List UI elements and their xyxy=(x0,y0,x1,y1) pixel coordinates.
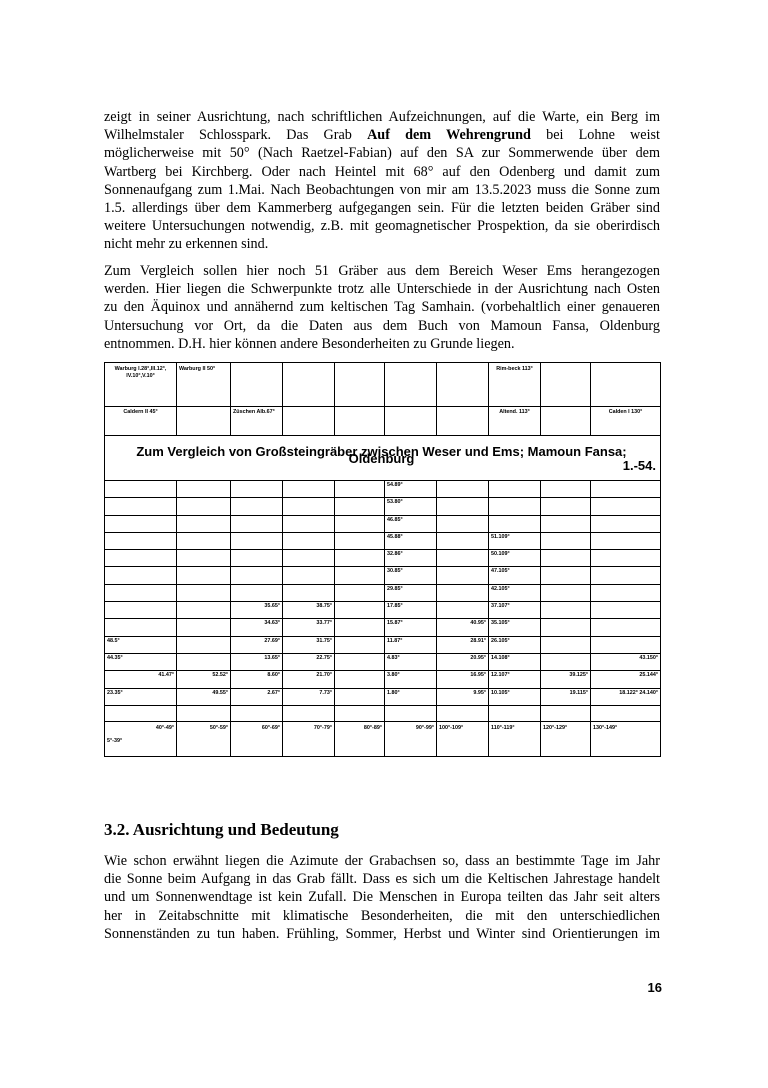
table-cell xyxy=(177,602,231,619)
text-line: entnommen. D.H. hier können andere Besonderheiten zu Grunde liegen. xyxy=(104,335,515,352)
table-cell: 14.108° xyxy=(489,653,541,670)
table-cell: 15.87° xyxy=(385,619,437,636)
table-cell: Altend. 113° xyxy=(489,407,541,436)
paragraph-bedeutung xyxy=(104,852,660,943)
table-cell xyxy=(591,481,661,498)
table-cell: 46.85° xyxy=(385,515,437,532)
range-label: 60°-69° xyxy=(261,724,280,731)
table-cell xyxy=(231,532,283,549)
table-cell xyxy=(437,602,489,619)
table-cell xyxy=(541,407,591,436)
table-cell xyxy=(591,515,661,532)
range-label-cell xyxy=(591,721,661,756)
table-title-line: Zum Vergleich von Großsteingräber zwischen Weser und Ems; Mamoun Fansa; Oldenburg xyxy=(136,443,627,466)
table-cell xyxy=(231,550,283,567)
table-cell xyxy=(335,688,385,705)
table-cell: 42.105° xyxy=(489,584,541,601)
text-line: werden. Hier liegen die Schwerpunkte trotz alle Unterschiede in der Ausrichtung nach Osten xyxy=(104,281,660,298)
table-cell: Züschen Alb.67° xyxy=(231,407,283,436)
table-cell xyxy=(335,567,385,584)
table-cell xyxy=(231,363,283,407)
text-line: zeigt in seiner Ausrichtung, nach schriftlichen Aufzeichnungen, auf die Warte, ein Berg im xyxy=(104,109,660,125)
table-cell: 7.73° xyxy=(283,688,335,705)
text-line: möglicherweise mit 50° (Nach Raetzel-Fabian) auf den SA zur Sommerwende über dem xyxy=(104,145,660,162)
text-line: Untersuchung vor Ort, da die Daten aus dem Buch von Mamoun Fansa, Oldenburg xyxy=(104,317,660,334)
table-row xyxy=(105,619,661,636)
table-cell: 11.87° xyxy=(385,636,437,653)
table-cell xyxy=(335,515,385,532)
table-cell xyxy=(591,363,661,407)
table-cell xyxy=(177,567,231,584)
table-cell xyxy=(231,584,283,601)
table-row xyxy=(105,515,661,532)
table-cell xyxy=(105,584,177,601)
table-cell: 29.85° xyxy=(385,584,437,601)
table-cell xyxy=(335,584,385,601)
table-cell: 9.95° xyxy=(437,688,489,705)
paragraph-comparison xyxy=(104,262,660,353)
table-cell xyxy=(283,515,335,532)
table-cell: 16.95° xyxy=(437,671,489,688)
table-row-ranges xyxy=(105,721,661,756)
table-cell xyxy=(541,584,591,601)
table-cell: 43.150° xyxy=(591,653,661,670)
table-cell xyxy=(105,619,177,636)
table-cell xyxy=(541,602,591,619)
table-row xyxy=(105,532,661,549)
table-cell xyxy=(437,705,489,721)
table-cell xyxy=(541,532,591,549)
table-cell: 19.115° xyxy=(541,688,591,705)
text-line: nicht mehr zu erkennen sind. xyxy=(104,236,269,253)
section-heading: 3.2. Ausrichtung und Bedeutung xyxy=(104,820,339,839)
table-row xyxy=(105,636,661,653)
table-cell xyxy=(489,481,541,498)
table-cell xyxy=(283,498,335,515)
table-cell: Calden I 130° xyxy=(591,407,661,436)
text-line: weitere Untersuchungen notwendig, z.B. mit geomagnetischer Prospektion, da sie oberirdisch xyxy=(104,218,660,235)
table-cell: 44.35° xyxy=(105,653,177,670)
table-cell xyxy=(335,550,385,567)
table-cell xyxy=(385,363,437,407)
table-cell xyxy=(437,498,489,515)
table-cell: 27.69° xyxy=(231,636,283,653)
text-line: Wilhelmstaler Schlosspark. Das Grab Auf dem Wehrengrund bei Lohne weist xyxy=(104,127,660,144)
table-title-row xyxy=(105,436,661,481)
table-cell xyxy=(105,515,177,532)
range-label-cell xyxy=(231,721,283,756)
table-cell xyxy=(105,602,177,619)
table-cell: 3.80° xyxy=(385,671,437,688)
table-cell xyxy=(385,407,437,436)
table-cell xyxy=(177,532,231,549)
table-cell xyxy=(177,498,231,515)
table-cell: 28.91° xyxy=(437,636,489,653)
table-cell xyxy=(335,653,385,670)
range-label: 40°-49° xyxy=(155,724,174,731)
table-cell xyxy=(177,550,231,567)
table-cell: 37.107° xyxy=(489,602,541,619)
table-cell xyxy=(105,481,177,498)
text-line: und um Sonnenwendtage ist kein Zufall. Die Menschen in Europa teilten das Jahr seit alters xyxy=(104,889,660,906)
table-cell: 32.86° xyxy=(385,550,437,567)
table-cell: 26.105° xyxy=(489,636,541,653)
table-cell xyxy=(283,550,335,567)
table-cell: 17.85° xyxy=(385,602,437,619)
table-cell: 25.144° xyxy=(591,671,661,688)
table-cell: Warburg II 50° xyxy=(177,363,231,407)
table-row xyxy=(105,688,661,705)
table-cell: 23.35° xyxy=(105,688,177,705)
table-row xyxy=(105,363,661,407)
range-label: 100°-109° xyxy=(439,724,464,731)
range-label-cell xyxy=(283,721,335,756)
table-cell: 8.60° xyxy=(231,671,283,688)
text-line: Zum Vergleich sollen hier noch 51 Gräber aus dem Bereich Weser Ems herangezogen xyxy=(104,263,660,279)
table-cell xyxy=(385,705,437,721)
table-cell xyxy=(335,498,385,515)
text-line: Sonnenaufgang zum 1.Mai. Nach Beobachtungen von mir am 13.5.2023 muss die Sonne zum xyxy=(104,181,660,198)
table-cell: 49.55° xyxy=(177,688,231,705)
table-cell xyxy=(437,550,489,567)
table-cell: Warburg I.28°,III.12°, IV.10°,V.10° xyxy=(105,363,177,407)
table-cell: 33.77° xyxy=(283,619,335,636)
table-cell xyxy=(105,705,177,721)
table-cell xyxy=(437,532,489,549)
table-cell xyxy=(591,498,661,515)
table-cell xyxy=(541,515,591,532)
table-cell xyxy=(283,481,335,498)
table-cell xyxy=(437,363,489,407)
table-cell xyxy=(489,705,541,721)
table-row xyxy=(105,567,661,584)
table-cell: 18.122° 24.140° xyxy=(591,688,661,705)
table-cell: 48.5° xyxy=(105,636,177,653)
table-cell xyxy=(231,498,283,515)
table-cell xyxy=(591,602,661,619)
text-line: Wie schon erwähnt liegen die Azimute der Grabachsen so, dass an bestimmte Tage im Jahr xyxy=(104,853,660,869)
table-cell xyxy=(591,636,661,653)
table-cell: 45.88° xyxy=(385,532,437,549)
table-cell: 51.109° xyxy=(489,532,541,549)
table-cell xyxy=(177,619,231,636)
table-cell xyxy=(231,705,283,721)
table-cell xyxy=(177,407,231,436)
range-label-cell xyxy=(541,721,591,756)
table-cell xyxy=(437,567,489,584)
table-cell xyxy=(591,550,661,567)
table-row xyxy=(105,705,661,721)
table-cell: 50.109° xyxy=(489,550,541,567)
paragraph-intro xyxy=(104,108,660,254)
table-row xyxy=(105,602,661,619)
table-cell: 53.80° xyxy=(385,498,437,515)
range-label-cell xyxy=(385,721,437,756)
table-cell xyxy=(335,532,385,549)
table-cell: 35.105° xyxy=(489,619,541,636)
table-cell: 41.47° xyxy=(105,671,177,688)
table-cell: 54.89° xyxy=(385,481,437,498)
table-row xyxy=(105,481,661,498)
text-line: Sonnenständen zu tun haben. Frühling, Sommer, Herbst und Winter sind Orientierungen im xyxy=(104,925,660,942)
table-cell xyxy=(591,532,661,549)
table-cell xyxy=(177,653,231,670)
text-line: Wartberg bei Kirchberg. Oder nach Heintel mit 68° auf den Odenberg und damit zum xyxy=(104,163,660,180)
table-cell: Caldern II 45° xyxy=(105,407,177,436)
text-line: 1.5. allerdings über dem Kammerberg aufgegangen sein. Für die letzten beiden Gräber sind xyxy=(104,200,660,217)
table-cell xyxy=(335,705,385,721)
table-cell xyxy=(489,498,541,515)
table-cell xyxy=(591,584,661,601)
table-cell xyxy=(335,636,385,653)
table-cell xyxy=(105,498,177,515)
azimuth-table xyxy=(104,362,661,757)
range-label-cell xyxy=(105,721,177,756)
range-label: 110°-119° xyxy=(491,724,515,731)
table-cell xyxy=(105,550,177,567)
table-cell xyxy=(283,363,335,407)
table-cell: 20.95° xyxy=(437,653,489,670)
table-cell: 10.105° xyxy=(489,688,541,705)
table-cell xyxy=(541,567,591,584)
table-title xyxy=(105,436,661,481)
table-cell: 40.95° xyxy=(437,619,489,636)
table-row xyxy=(105,550,661,567)
table-cell: 21.70° xyxy=(283,671,335,688)
table-cell: 30.85° xyxy=(385,567,437,584)
table-row xyxy=(105,584,661,601)
table-cell: 35.65° xyxy=(231,602,283,619)
table-cell: 22.75° xyxy=(283,653,335,670)
table-cell xyxy=(437,481,489,498)
range-label: 130°-149° xyxy=(593,724,618,731)
table-cell xyxy=(541,363,591,407)
table-cell: 4.83° xyxy=(385,653,437,670)
table-cell xyxy=(437,584,489,601)
range-label: 50°-59° xyxy=(209,724,228,731)
table-cell xyxy=(231,515,283,532)
range-label-cell xyxy=(437,721,489,756)
text-line: zu den Äquinox und annähernd zum keltischen Tag Samhain. (vorbehaltlich einer genaueren xyxy=(104,299,660,316)
page-number: 16 xyxy=(647,980,662,995)
table-cell: Rim-beck 113° xyxy=(489,363,541,407)
table-cell xyxy=(541,498,591,515)
table-cell: 47.105° xyxy=(489,567,541,584)
table-cell: 13.65° xyxy=(231,653,283,670)
table-cell xyxy=(591,619,661,636)
table-cell: 39.125° xyxy=(541,671,591,688)
range-label-sub: 5°-39° xyxy=(107,737,123,744)
table-cell xyxy=(177,515,231,532)
text-line: her in Zeitabschnitte mit klimatische Besonderheiten, die mit den unterschiedlichen xyxy=(104,907,660,924)
table-cell xyxy=(177,584,231,601)
table-cell xyxy=(283,584,335,601)
table-cell: 52.52° xyxy=(177,671,231,688)
table-cell xyxy=(489,515,541,532)
table-cell xyxy=(283,407,335,436)
emphasis-wehrengrund: Auf dem Wehrengrund xyxy=(367,127,531,144)
range-label-cell xyxy=(335,721,385,756)
table-cell xyxy=(591,705,661,721)
table-cell xyxy=(177,636,231,653)
table-cell xyxy=(541,481,591,498)
table-cell xyxy=(283,705,335,721)
table-cell xyxy=(177,481,231,498)
table-cell xyxy=(541,636,591,653)
range-label: 120°-129° xyxy=(543,724,568,731)
table-cell xyxy=(541,705,591,721)
table-cell xyxy=(437,407,489,436)
table-cell xyxy=(283,532,335,549)
table-cell xyxy=(335,407,385,436)
table-cell xyxy=(231,481,283,498)
table-cell: 34.63° xyxy=(231,619,283,636)
table-cell xyxy=(541,550,591,567)
table-cell xyxy=(541,653,591,670)
table-cell xyxy=(335,671,385,688)
table-cell xyxy=(335,481,385,498)
table-cell xyxy=(335,619,385,636)
table-cell xyxy=(335,363,385,407)
range-label: 80°-89° xyxy=(363,724,382,731)
table-cell: 31.75° xyxy=(283,636,335,653)
table-cell: 2.67° xyxy=(231,688,283,705)
table-cell xyxy=(105,532,177,549)
table-cell xyxy=(283,567,335,584)
table-row xyxy=(105,498,661,515)
range-label-cell xyxy=(489,721,541,756)
range-label: 90°-99° xyxy=(415,724,434,731)
text-line: die Sonne beim Aufgang in das Grab fällt. Dass es sich um die Keltischen Jahrestage handelt xyxy=(104,871,660,888)
table-row xyxy=(105,653,661,670)
table-title-line: 1.-54. xyxy=(622,457,656,473)
table-cell: 1.80° xyxy=(385,688,437,705)
range-label: 70°-79° xyxy=(313,724,332,731)
table-cell: 38.75° xyxy=(283,602,335,619)
table-cell xyxy=(591,567,661,584)
table-cell xyxy=(231,567,283,584)
table-cell xyxy=(437,515,489,532)
table-cell xyxy=(541,619,591,636)
table-row xyxy=(105,671,661,688)
range-label-cell xyxy=(177,721,231,756)
table-cell xyxy=(105,567,177,584)
table-row xyxy=(105,407,661,436)
table-cell xyxy=(335,602,385,619)
table-cell xyxy=(177,705,231,721)
table-cell: 12.107° xyxy=(489,671,541,688)
